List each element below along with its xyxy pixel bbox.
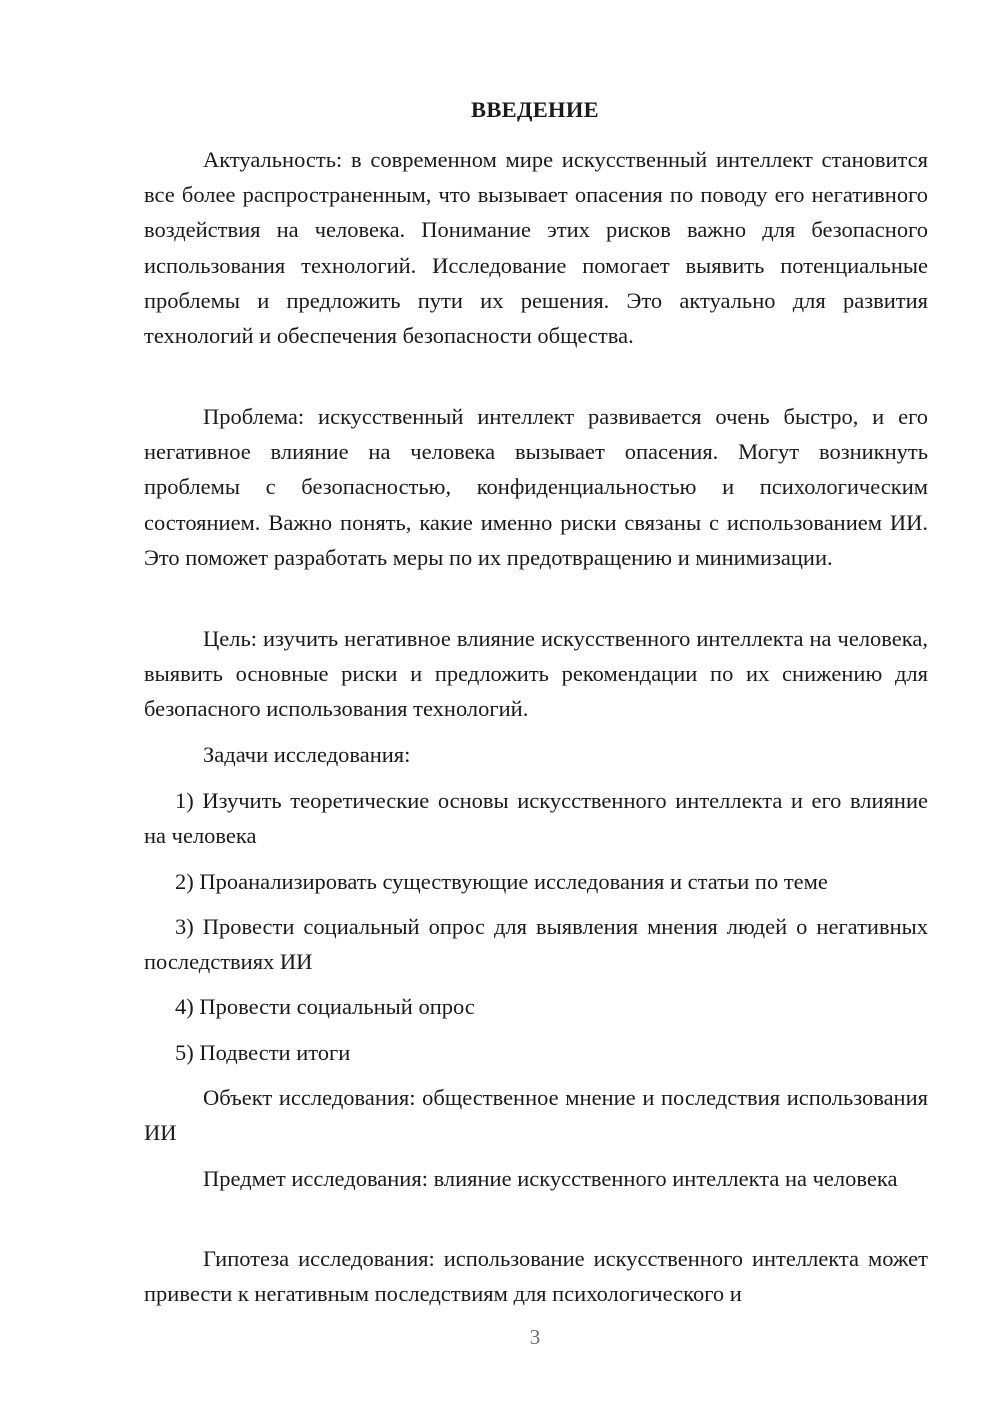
- paragraph-problem: Проблема: искусственный интеллект развивается очень быстро, и его негативное влияние на человека вызывает опасения. Могут возникнуть проблемы с безопасностью, конфиденциальностью и психологическим состоянием. Важно понять, какие именно риски связаны с использованием ИИ. Это поможет разработать меры по их предотвращению и минимизации.: [144, 404, 928, 570]
- page-title: ВВЕДЕНИЕ: [471, 97, 599, 122]
- task-item-4: 4) Провести социальный опрос: [175, 994, 475, 1019]
- task-item-2: 2) Проанализировать существующие исследования и статьи по теме: [175, 869, 828, 894]
- tasks-heading: Задачи исследования:: [203, 742, 411, 767]
- task-item-5: 5) Подвести итоги: [175, 1040, 351, 1065]
- paragraph-goal: Цель: изучить негативное влияние искусственного интеллекта на человека, выявить основные риски и предложить рекомендации по их снижению для безопасного использования технологий.: [144, 626, 928, 722]
- paragraph-relevance: Актуальность: в современном мире искусственный интеллект становится все более распространенным, что вызывает опасения по поводу его негативного воздействия на человека. Понимание этих рисков важно для безопасного использования технологий. Исследование помогает выявить потенциальные проблемы и предложить пути их решения. Это актуально для развития технологий и обеспечения безопасности общества.: [144, 147, 928, 349]
- page-number: 3: [529, 1325, 541, 1349]
- paragraph-hypothesis: Гипотеза исследования: использование искусственного интеллекта может привести к негативным последствиям для психологического и: [144, 1246, 928, 1307]
- paragraph-subject: Предмет исследования: влияние искусственного интеллекта на человека: [203, 1166, 898, 1191]
- task-item-3: 3) Провести социальный опрос для выявления мнения людей о негативных последствиях ИИ: [144, 914, 928, 975]
- paragraph-object: Объект исследования: общественное мнение и последствия использования ИИ: [144, 1085, 928, 1146]
- task-item-1: 1) Изучить теоретические основы искусственного интеллекта и его влияние на человека: [144, 788, 928, 849]
